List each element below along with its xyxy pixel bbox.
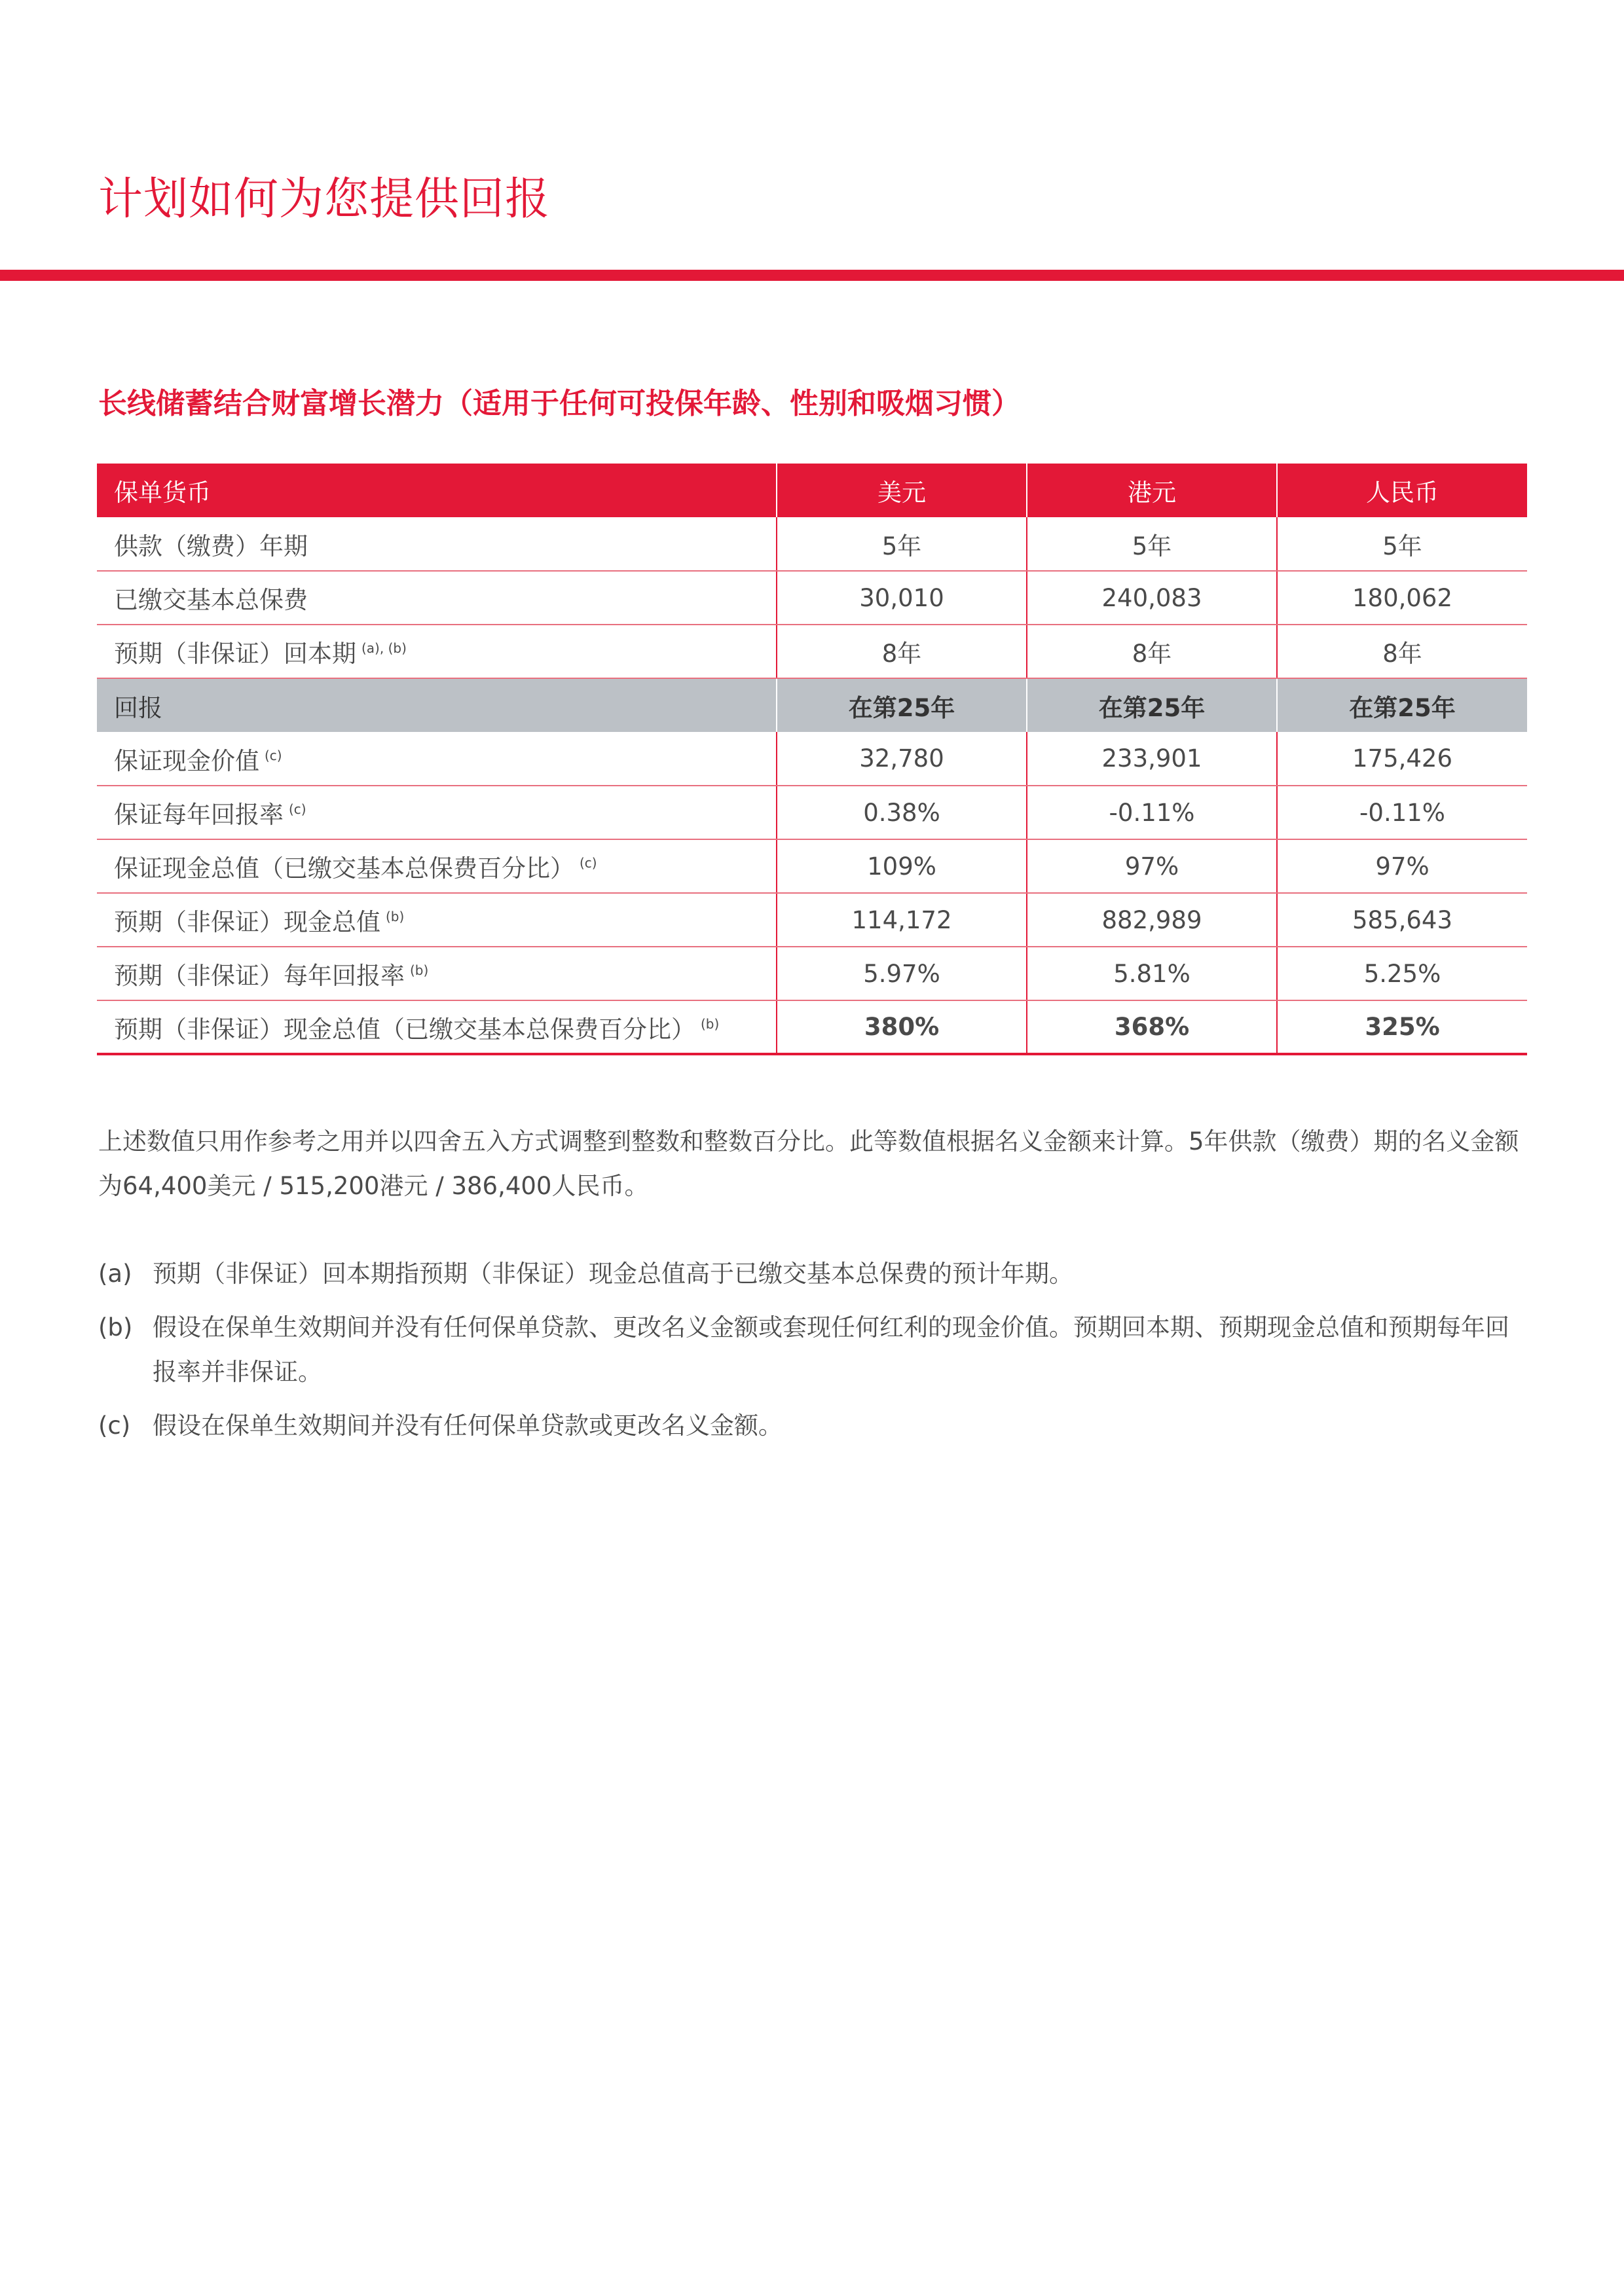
cell-rmb: 175,426 [1277,732,1527,786]
cell-rmb: 325% [1277,1000,1527,1054]
footnote-ref: (c) [580,855,597,871]
row-label-text: 预期（非保证）每年回报率 [114,962,405,990]
cell-hkd: 233,901 [1027,732,1277,786]
table-header-row [97,464,1527,517]
row-label-text: 保证现金总值（已缴交基本总保费百分比） [114,854,574,883]
footnote-text: 预期（非保证）回本期指预期（非保证）现金总值高于已缴交基本总保费的预计年期。 [153,1260,1073,1288]
returns-year-hkd: 在第25年 [1027,678,1277,732]
row-label-text: 预期（非保证）现金总值 [114,908,380,936]
table-row [97,732,1527,786]
cell-usd: 109% [777,839,1027,893]
cell-rmb: 180,062 [1277,571,1527,625]
cell-hkd: 368% [1027,1000,1277,1054]
cell-usd: 5年 [777,517,1027,571]
table-row [97,517,1527,571]
cell-hkd: 882,989 [1027,893,1277,947]
cell-hkd: 8年 [1027,625,1277,678]
footnote-item [98,1252,1532,1296]
cell-rmb: 5.25% [1277,947,1527,1000]
table-row [97,625,1527,678]
row-label [97,1000,777,1054]
row-label-text: 供款（缴费）年期 [114,532,308,560]
row-label-text: 预期（非保证）现金总值（已缴交基本总保费百分比） [114,1015,695,1044]
footnote-mark: (b) [98,1313,133,1341]
page-title: 计划如何为您提供回报 [98,173,551,225]
cell-usd: 5.97% [777,947,1027,1000]
row-label [97,517,777,571]
row-label [97,947,777,1000]
returns-year-usd: 在第25年 [777,678,1027,732]
footnote-mark: (c) [98,1412,131,1440]
table-row [97,947,1527,1000]
footnote-ref: (b) [701,1015,720,1032]
cell-hkd: 5年 [1027,517,1277,571]
header-hkd: 港元 [1027,464,1277,517]
footnote-ref: (c) [289,801,306,817]
row-label-text: 保证每年回报率 [114,801,284,829]
cell-rmb: 5年 [1277,517,1527,571]
footnote-text: 假设在保单生效期间并没有任何保单贷款、更改名义金额或套现任何红利的现金价值。预期回本期、预期现金总值和预期每年回报率并非保证。 [153,1313,1509,1386]
row-label [97,893,777,947]
cell-usd: 114,172 [777,893,1027,947]
returns-header-label: 回报 [97,678,777,732]
cell-usd: 30,010 [777,571,1027,625]
table-row [97,1000,1527,1054]
row-label [97,732,777,786]
cell-rmb: 585,643 [1277,893,1527,947]
footnote-text: 假设在保单生效期间并没有任何保单贷款或更改名义金额。 [153,1412,783,1440]
row-label-text: 预期（非保证）回本期 [114,640,356,668]
row-label [97,839,777,893]
footnote-item [98,1305,1532,1394]
footnote-mark: (a) [98,1260,132,1288]
table-row [97,839,1527,893]
cell-rmb: 97% [1277,839,1527,893]
table-row [97,571,1527,625]
row-label-text: 已缴交基本总保费 [114,586,308,614]
cell-hkd: 5.81% [1027,947,1277,1000]
cell-usd: 0.38% [777,786,1027,839]
footnote-ref: (b) [386,909,405,924]
table-row [97,786,1527,839]
footnote-ref: (c) [265,747,282,763]
cell-rmb: -0.11% [1277,786,1527,839]
header-policy-currency: 保单货币 [97,464,777,517]
title-divider [0,270,1624,281]
cell-hkd: 240,083 [1027,571,1277,625]
cell-rmb: 8年 [1277,625,1527,678]
table-row [97,893,1527,947]
header-usd: 美元 [777,464,1027,517]
row-label [97,786,777,839]
row-label [97,625,777,678]
cell-hkd: -0.11% [1027,786,1277,839]
row-label-text: 保证现金价值 [114,746,259,775]
returns-year-rmb: 在第25年 [1277,678,1527,732]
summary-paragraph: 上述数值只用作参考之用并以四舍五入方式调整到整数和整数百分比。此等数值根据名义金额来计算。5年供款（缴费）期的名义金额为64,400美元 / 515,200港元 / 386,400人民币。 [98,1127,1519,1200]
footnote-item [98,1404,1532,1448]
section-heading: 长线储蓄结合财富增长潜力（适用于任何可投保年龄、性别和吸烟习惯） [98,387,1020,420]
row-label [97,571,777,625]
footnote-ref: (a), (b) [361,640,407,656]
footnote-list [98,1252,1532,1457]
cell-usd: 380% [777,1000,1027,1054]
cell-hkd: 97% [1027,839,1277,893]
returns-header-row [97,678,1527,732]
footnote-ref: (b) [410,962,429,978]
cell-usd: 32,780 [777,732,1027,786]
cell-usd: 8年 [777,625,1027,678]
header-rmb: 人民币 [1277,464,1527,517]
returns-table [97,464,1527,1055]
